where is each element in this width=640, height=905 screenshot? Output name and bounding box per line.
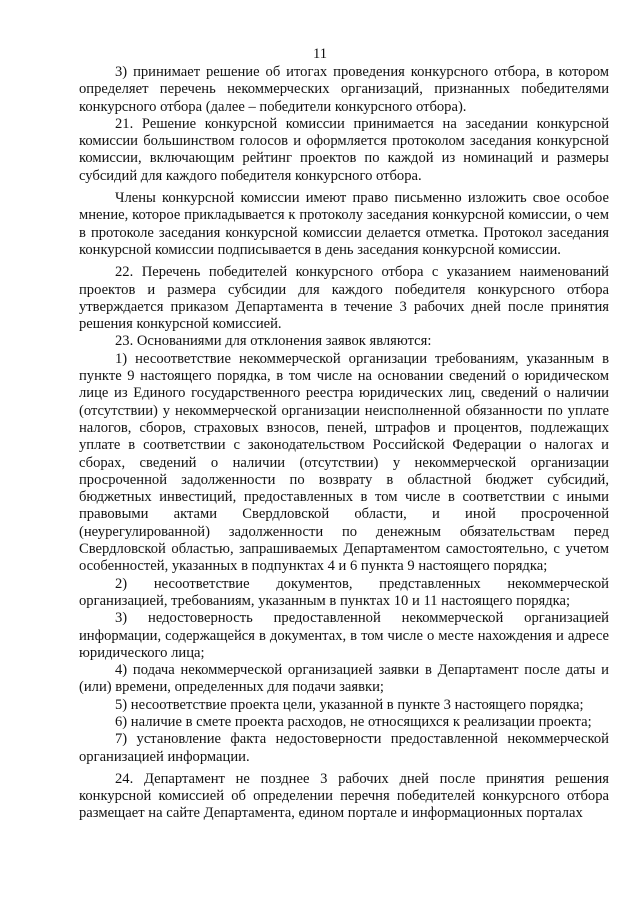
list-item-rejection-1: 1) несоответствие некоммерческой организации требованиям, указанным в пункте 9 настоящего порядка, в том числе на основании сведений о юридическом лице из Единого государственного реестра юридических лиц, сведений о наличии (отсутствии) у некоммерческой организации неисполненной обязанности по уплате налогов, сборов, страховых взносов, пеней, штрафов и процентов, подлежащих уплате в соответствии с законодательством Российской Федерации о налогах и сборах, сведений о наличии (отсутствии) у некоммерческой организации просроченной задолженности по возврату в областной бюджет субсидий, бюджетных инвестиций, предоставленных в том числе в соответствии с иными правовыми актами Свердловской области, и иной просроченной (неурегулированной) задолженности по денежным обязательствам перед Свердловской областью, запрашиваемых Департаментом самостоятельно, с учетом особенностей, указанных в подпунктах 4 и 6 пункта 9 настоящего порядка; (79, 350, 609, 575)
page-number: 11 (312, 46, 328, 62)
paragraph-dissenting-opinion: Члены конкурсной комиссии имеют право письменно изложить свое особое мнение, которое прикладывается к протоколу заседания конкурсной комиссии, о чем в протоколе заседания конкурсной комиссии делается отметка. Протокол заседания конкурсной комиссии подписывается в день заседания конкурсной комиссии. (79, 190, 609, 258)
list-item-rejection-3: 3) недостоверность предоставленной некоммерческой организацией информации, содержащейся в документах, в том числе о месте нахождения и адресе юридического лица; (79, 610, 609, 661)
paragraph-21: 21. Решение конкурсной комиссии принимается на заседании конкурсной комиссии большинством голосов и оформляется протоколом заседания конкурсной комиссии, включающим рейтинг проектов по каждой из номинаций и размеры субсидий для каждого победителя конкурсного отбора. (79, 115, 609, 184)
paragraph-23: 23. Основаниями для отклонения заявок являются: (115, 333, 432, 350)
paragraph-22: 22. Перечень победителей конкурсного отбора с указанием наименований проектов и размера субсидии для каждого победителя конкурсного отбора утверждается приказом Департамента в течение 3 рабочих дней после принятия решения конкурсной комиссией. (79, 264, 609, 333)
paragraph-item-3: 3) принимает решение об итогах проведения конкурсного отбора, в котором определяет перечень некоммерческих организаций, признанных победителями конкурсного отбора (далее – победители конкурсного отбора). (79, 64, 609, 115)
list-item-rejection-7: 7) установление факта недостоверности предоставленной некоммерческой организацией информации. (79, 731, 609, 765)
list-item-rejection-5: 5) несоответствие проекта цели, указанной в пункте 3 настоящего порядка; (115, 696, 584, 713)
list-item-rejection-4: 4) подача некоммерческой организацией заявки в Департамент после даты и (или) времени, определенных для подачи заявки; (79, 662, 609, 696)
list-item-rejection-6: 6) наличие в смете проекта расходов, не относящихся к реализации проекта; (115, 713, 592, 730)
list-item-rejection-2: 2) несоответствие документов, представленных некоммерческой организацией, требованиям, указанным в пунктах 10 и 11 настоящего порядка; (79, 575, 609, 609)
paragraph-24: 24. Департамент не позднее 3 рабочих дней после принятия решения конкурсной комиссией об определении перечня победителей конкурсного отбора размещает на сайте Департамента, едином портале и информационных порталах (79, 770, 609, 822)
document-body (79, 64, 609, 823)
